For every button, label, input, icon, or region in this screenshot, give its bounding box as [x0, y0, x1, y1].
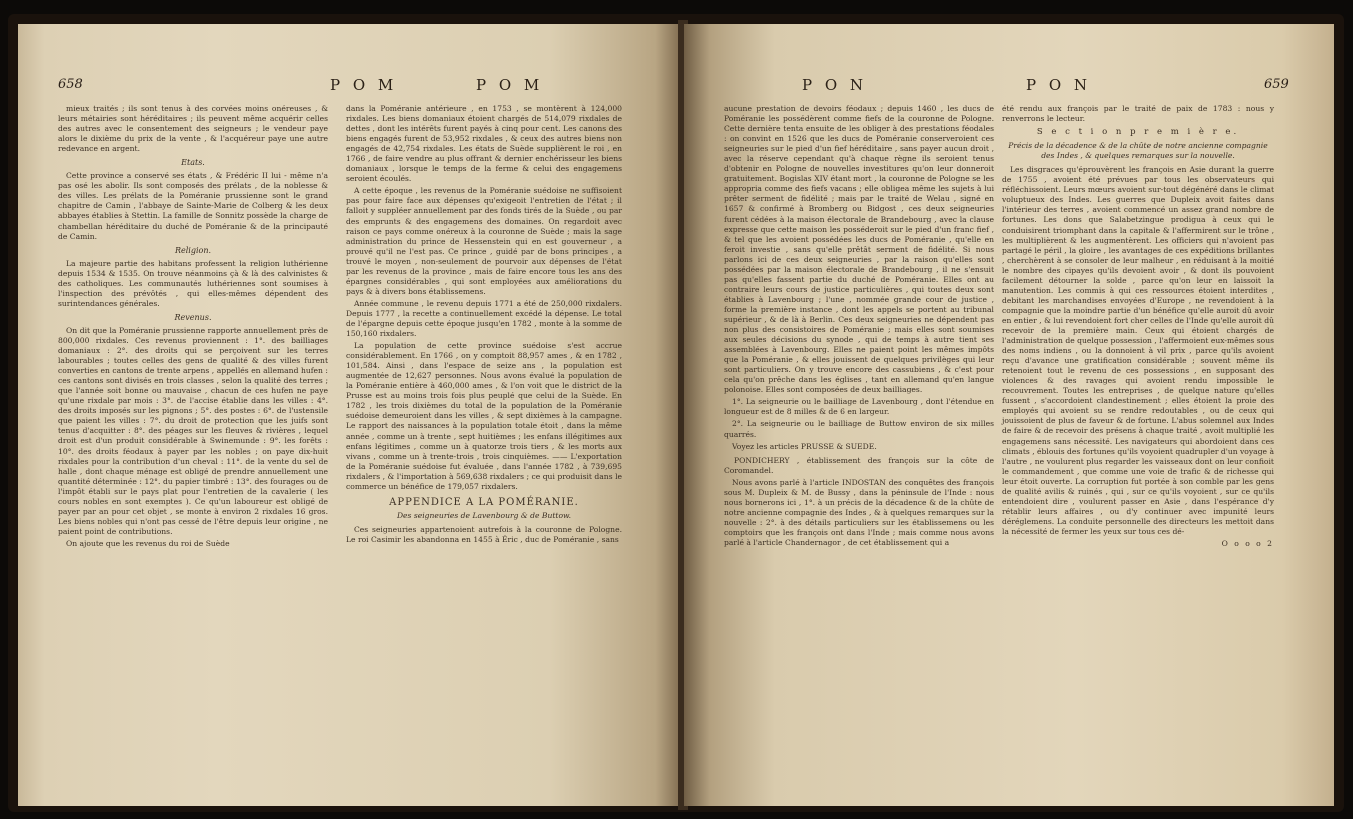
- paragraph: mieux traités ; ils sont tenus à des corvées moins onéreuses , & leurs métairies sont héréditaires ; ils peuvent même acquérir celles des autres avec le consentement des seigneurs ; le vendeur paye alors le dixième du prix de la vente , & l'acquéreur paye une autre redevance en argent.: [58, 104, 328, 154]
- right-running-head-left: P O N: [802, 76, 868, 94]
- left-page-column-2: [346, 104, 622, 547]
- subtitle: Précis de la décadence & de la chûte de notre ancienne compagnie des Indes , & quelques remarques sur la nouvelle.: [1008, 141, 1268, 161]
- subtitle: Des seigneuries de Lavenbourg & de Buttow.: [396, 510, 572, 520]
- right-page-number: 659: [1264, 77, 1289, 92]
- paragraph: La majeure partie des habitans professent la religion luthérienne depuis 1534 & 1535. On trouve néanmoins çà & là des calvinistes & des catholiques. Les communautés luthériennes sont soumises à l'inspection des prévôtés , qui elles-mêmes dépendent des surintendances générales.: [58, 258, 328, 308]
- paragraph: aucune prestation de devoirs féodaux ; depuis 1460 , les ducs de Poméranie les possédèrent comme fiefs de la couronne de Pologne. Cette dernière tenta ensuite de les obliger à des prestations féodales : on convint en 1526 que les ducs de Poméranie conserveroient ces seigneuries sur le pied d'un fief héréditaire , sans payer aucun droit , avec la réserve cependant qu'à chaque règne ils seroient tenus d'obtenir en Pologne de nouvelles investitures qu'on leur donneroit gratuitement. Bogislas XIV étant mort , la couronne de Pologne se les appropria comme des fiefs vacans ; elle obligea même les sujets à lui prêter serment de fidélité ; mais par le traité de Welau , signé en 1657 & confirmé à Bromberg ou Bidgost , ces deux seigneuries furent cédées à la maison électorale de Brandebourg , avec la clause expresse que cette maison les posséderoit sur le pied d'un franc fief , & tel que les avoient possédées les ducs de Poméranie , qu'elle en feroit investie , sans qu'elle prêtât serment de fidélité. Si nous parlons ici de ces deux seigneuries , par la raison qu'elles sont possédées par la maison électorale de Brandebourg , il ne s'ensuit pas qu'elles fassent partie du duché de Poméranie. Elles ont au contraire leurs cours de justice particulières , qui toutes deux sont établies à Lavenbourg ; l'une , nommée grande cour de justice , forme la première instance , dont les appels se portent au tribunal supérieur , & de là à Berlin. Ces deux seigneuries ne dépendent pas non plus des consistoires de Poméranie ; mais elles sont soumises aux seules décisions du synode , qui de temps à autre tient ses assemblées à Lavenbourg. Elles ne paient point les mêmes impôts que la Poméranie , & elles jouissent de quelques privilèges qui leur sont particuliers. On y trouve encore des cassubiens , & c'est pour cela qu'on prêche dans les églises , tant en allemand qu'en langue polonoise. Elles sont composées de deux bailliages.: [724, 104, 994, 395]
- signature-mark: O o o o 2: [1221, 538, 1274, 548]
- section-heading: Revenus.: [174, 312, 212, 322]
- paragraph: On dit que la Poméranie prussienne rapporte annuellement près de 800,000 rixdales. Ces revenus proviennent : 1°. des bailliages domaniaux : 2°. des droits qui se perçoivent sur les terres labourables ; toutes celles des gens de qualité & des villes furent converties en cantons de trente arpens , appellés en allemand hufen : ces cantons sont divisés en trois classes , selon la qualité des terres ; que l'année soit bonne ou mauvaise , chacun de ces hufen ne paye qu'une rixdale par mois : 3°. de l'accise établie dans les villes : 4°. des droits imposés sur les pignons ; 5°. des postes : 6°. de l'ustensile que paient les villes : 7°. du droit de protection que les juifs sont tenus d'acquitter : 8°. des péages sur les fleuves & rivières , lequel droit est d'un produit considérable à Swinemunde : 9°. les forêts : 10°. des droits féodaux à payer par les nobles ; on paye dix-huit rixdales pour la contribution d'un cheval : 11°. de la vente du sel de halle , dont chaque ménage est obligé de prendre annuellement une quantité déterminée : 12°. du papier timbré : 13°. des fourages ou de l'impôt établi sur le pays plat pour l'entretien de la cavalerie ( les cours nobles en sont exemptes ). Ce qu'un laboureur est obligé de payer par an pour cet objet , se monte à environ 2 rixdales 16 gros. Les biens nobles qui n'ont pas cessé de l'être depuis leur origine , ne paient point de contributions.: [58, 325, 328, 536]
- article-entry: PONDICHERY , établissement des françois sur la côte de Coromandel.: [724, 455, 994, 475]
- appendix-title: APPENDICE A LA POMÉRANIE.: [389, 496, 579, 508]
- right-page: [684, 24, 1334, 806]
- paragraph: Ces seigneuries appartenoient autrefois à la couronne de Pologne. Le roi Casimir les abandonna en 1455 à Éric , duc de Poméranie , sans: [346, 524, 622, 544]
- paragraph: On ajoute que les revenus du roi de Suède: [66, 538, 230, 548]
- paragraph: 1°. La seigneurie ou le bailliage de Lavenbourg , dont l'étendue en longueur est de 8 milles & de 6 en largeur.: [724, 397, 994, 417]
- paragraph: Nous avons parlé à l'article INDOSTAN des conquêtes des françois sous M. Dupleix & M. de Bussy , dans la péninsule de l'Inde : nous nous bornerons ici , 1°. à un précis de la décadence & de la chûte de notre ancienne compagnie des Indes , & à quelques remarques sur la nouvelle : 2°. à des détails particuliers sur les établissemens ou les comptoirs que les françois ont dans l'Inde ; mais comme nous avons parlé à l'article Chandernagor , de cet établissement qui a: [724, 477, 994, 547]
- paragraph: été rendu aux françois par le traité de paix de 1783 : nous y renverrons le lecteur.: [1002, 104, 1274, 124]
- left-page-column-1: [58, 104, 328, 551]
- paragraph: Voyez les articles PRUSSE & SUEDE.: [732, 441, 877, 451]
- paragraph: Cette province a conservé ses états , & Frédéric II lui - même n'a pas osé les abolir. Ils sont composés des prélats , de la noblesse & des villes. Les prélats de la Poméranie prussienne sont le grand chapitre de Camin , l'abbaye de Sainte-Marie de Colberg & les deux abbayes établies à Stettin. La famille de Sonnitz possède la charge de chambellan héréditaire du duché de Poméranie & de la principauté de Camin.: [58, 171, 328, 241]
- left-page: [18, 24, 682, 806]
- open-book: [8, 14, 1344, 812]
- paragraph: 2°. La seigneurie ou le bailliage de Buttow environ de six milles quarrés.: [724, 419, 994, 439]
- section-heading: Religion.: [174, 245, 212, 255]
- right-page-column-1: [724, 104, 994, 550]
- section-title: S e c t i o n p r e m i è r e.: [1036, 127, 1240, 138]
- paragraph: dans la Poméranie antérieure , en 1753 , se montèrent à 124,000 rixdales. Les biens domaniaux étoient chargés de 514,079 rixdales de dettes , dont les intérêts furent payés à cinq pour cent. Les canons des biens engagés furent de 53,952 rixdales , & ceux des autres biens non engagés de 42,754 rixdales. Les états de Suède supplièrent le roi , en 1766 , de faire vendre au plus offrant & dernier enchérisseur les biens domaniaux , lorsque le temps de la ferme & celui des engagemens seroient écoulés.: [346, 104, 622, 184]
- paragraph: Les disgraces qu'éprouvèrent les françois en Asie durant la guerre de 1755 , avoient été prévues par tous les observateurs qui réfléchissoient. Leurs mœurs avoient sur-tout dégénéré dans le climat voluptueux des Indes. Les guerres que Dupleix avoit faites dans l'intérieur des terres , avoient commencé un assez grand nombre de fortunes. Les dons que Salabetzingue prodigua à ceux qui le conduisirent triomphant dans la capitale & l'affermirent sur le trône , les multiplièrent & les augmentèrent. Les officiers qui n'avoient pas partagé le péril , la gloire , les avantages de ces expéditions brillantes , cherchèrent à se consoler de leur malheur , en réduisant à la moitié le nombre des cipayes qu'ils devoient avoir , & dont ils pouvoient facilement détourner la solde , parce qu'on leur en laissoit la manutention. Les commis à qui ces ressources étoient interdites , debitant les marchandises envoyées d'Europe , ne revendoient à la compagnie que la moindre partie d'un bénéfice qu'elle auroit dû avoir en entier , & lui revendoient fort cher celles de l'Inde qu'elle auroit dû recevoir de la première main. Ceux qui étoient chargés de l'administration de quelque possession , l'affermoient eux-mêmes sous des noms indiens , ou la donnoient à vil prix , parce qu'ils avoient reçu d'avance une gratification considérable ; souvent même ils retenoient tout le revenu de ces possessions , en supposant des violences & des ravages qui avoient rendu impossible le recouvrement. Toutes les entreprises , de quelque nature qu'elles fussent , s'accordoient clandestinement ; elles étoient la proie des employés qui avoient su se rendre redoutables , ou de ceux qui jouissoient de plus de faveur & de fortune. L'abus solemnel aux Indes de faire & de recevoir des présens à chaque traité , avoit multiplié les engagemens sans nécessité. Les navigateurs qui abordoient dans ces climats , éblouis des fortunes qu'ils voyoient quadrupler d'un voyage à l'autre , ne voulurent plus regarder les vaisseaux dont on leur confioit le commandement , que comme une voie de trafic & de richesse qui leur étoit ouverte. La corruption fut portée à son comble par les gens de qualité avilis & ruinés , qui , sur ce qu'ils voyoient , sur ce qu'ils entendoient dire , voulurent passer en Asie , dans l'espérance d'y rétablir leurs affaires , ou d'y continuer avec impunité leurs déréglemens. La conduite personnelle des directeurs les mettoit dans la nécessité de fermer les yeux sur tous ces dé-: [1002, 165, 1274, 536]
- right-page-column-2: [1002, 104, 1274, 549]
- paragraph: La population de cette province suédoise s'est accrue considérablement. En 1766 , on y comptoit 88,957 ames , & en 1782 , 101,584. Ainsi , dans l'espace de seize ans , la population est augmentée de 12,627 personnes. Nous avons évalué la population de la Poméranie entière à 460,000 ames , & l'on voit que le district de la Prusse est au moins trois fois plus peuplé que celui de la Suède. En 1782 , les trois dixièmes du total de la population de la Poméranie suédoise demeuroient dans les villes , & sept dixièmes à la campagne. Le rapport des naissances à la population totale étoit , dans la même année , comme un à trente , sept huitièmes ; les enfans illégitimes aux enfans légitimes , comme un à quatorze trois tiers , & les morts aux vivans , comme un à trente-trois , trois cinquièmes. —— L'exportation de la Poméranie suédoise fut évaluée , dans l'année 1782 , à 739,695 rixdalers , & l'importation à 569,638 rixdalers ; ce qui produisit dans le commerce un bénéfice de 179,057 rixdalers.: [346, 341, 622, 491]
- left-page-number: 658: [58, 77, 83, 92]
- paragraph: Année commune , le revenu depuis 1771 a été de 250,000 rixdalers. Depuis 1777 , la recette a continuellement excédé la dépense. Le total de l'épargne depuis cette époque jusqu'en 1782 , monte à la somme de 150,160 rixdalers.: [346, 298, 622, 339]
- left-running-head-right: P O M: [476, 76, 544, 94]
- paragraph: A cette époque , les revenus de la Poméranie suédoise ne suffisoient pas pour faire face aux dépenses qu'exigeoit l'entretien de l'état ; il falloit y suppléer annuellement par des fonds tirés de la Suède , ou par des emprunts & des engagemens des domaines. On regardoit avec raison ce pays comme onéreux à la couronne de Suède ; mais la sage administration du prince de Hessenstein qui en est gouverneur , a prouvé qu'il ne l'est pas. Ce prince , guidé par de bons principes , a trouvé le moyen , non-seulement de pourvoir aux dépenses de l'état par les revenus de la province , mais de faire encore tous les ans des épargnes considérables , qui sont employées aux améliorations du pays & à divers bons établissemens.: [346, 186, 622, 296]
- left-running-head-left: P O M: [330, 76, 398, 94]
- right-running-head-right: P O N: [1026, 76, 1092, 94]
- section-heading: Etats.: [181, 158, 205, 168]
